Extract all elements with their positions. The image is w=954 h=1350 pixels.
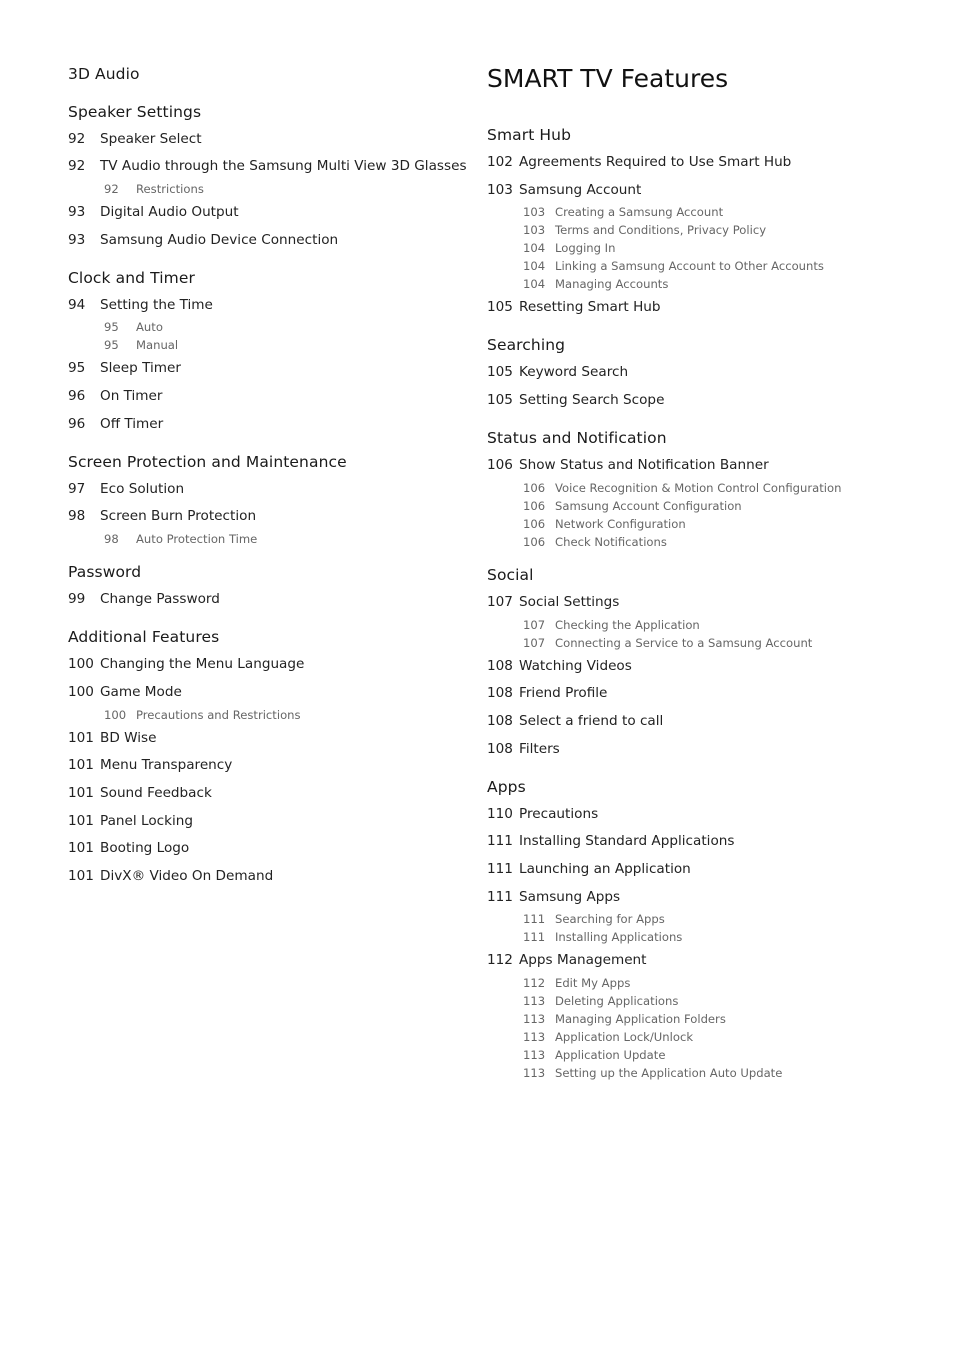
toc-entry[interactable] bbox=[68, 388, 163, 404]
toc-entry[interactable] bbox=[487, 685, 607, 701]
entry-label: Creating a Samsung Account bbox=[555, 205, 724, 219]
entry-label: Check Notifications bbox=[555, 535, 667, 549]
toc-subentry[interactable] bbox=[523, 535, 667, 549]
page-number: 94 bbox=[68, 297, 86, 313]
toc-entry[interactable] bbox=[487, 594, 619, 610]
page-number: 102 bbox=[487, 154, 513, 170]
entry-label: Launching an Application bbox=[519, 861, 691, 877]
entry-label: Change Password bbox=[100, 591, 220, 607]
entry-label: Keyword Search bbox=[519, 364, 629, 380]
toc-entry[interactable] bbox=[68, 360, 181, 376]
entry-label: Watching Videos bbox=[519, 658, 632, 674]
page-number: 106 bbox=[523, 481, 546, 495]
toc-subentry[interactable] bbox=[523, 636, 812, 650]
toc-subentry[interactable] bbox=[523, 1048, 665, 1062]
page-number: 95 bbox=[104, 338, 119, 352]
section-title: Screen Protection and Maintenance bbox=[68, 453, 347, 471]
page-number: 106 bbox=[523, 517, 546, 531]
toc-subentry[interactable] bbox=[523, 618, 700, 632]
page-number: 111 bbox=[487, 833, 513, 849]
entry-label: Panel Locking bbox=[100, 813, 194, 829]
entry-label: Setting Search Scope bbox=[519, 392, 665, 408]
section-title: Speaker Settings bbox=[68, 103, 202, 121]
page-number: 111 bbox=[487, 889, 513, 905]
entry-label: Manual bbox=[136, 338, 179, 352]
entry-label: Terms and Conditions, Privacy Policy bbox=[555, 223, 767, 237]
section-title: Password bbox=[68, 563, 142, 581]
entry-label: Connecting a Service to a Samsung Account bbox=[555, 636, 813, 650]
page-number: 100 bbox=[104, 708, 127, 722]
entry-label: BD Wise bbox=[100, 730, 157, 746]
page-number: 112 bbox=[523, 976, 546, 990]
toc-subentry[interactable] bbox=[523, 1012, 726, 1026]
page-number: 100 bbox=[68, 684, 94, 700]
page-number: 104 bbox=[523, 277, 546, 291]
page-number: 95 bbox=[104, 320, 119, 334]
page-number: 92 bbox=[68, 158, 86, 174]
page-number: 107 bbox=[523, 618, 546, 632]
toc-entry[interactable] bbox=[68, 840, 189, 856]
entry-label: Restrictions bbox=[136, 182, 204, 196]
toc-entry[interactable] bbox=[68, 232, 338, 248]
page-number: 107 bbox=[487, 594, 513, 610]
entry-label: Auto bbox=[136, 320, 163, 334]
page-number: 96 bbox=[68, 388, 86, 404]
page-number: 92 bbox=[68, 131, 86, 147]
section-title: Searching bbox=[487, 336, 566, 354]
entry-label: Show Status and Notification Banner bbox=[519, 457, 769, 473]
toc-entry[interactable] bbox=[68, 730, 156, 746]
page-number: 106 bbox=[523, 535, 546, 549]
toc-entry[interactable] bbox=[68, 481, 184, 497]
entry-label: Samsung Account Configuration bbox=[555, 499, 742, 513]
page-number: 101 bbox=[68, 730, 94, 746]
page-number: 103 bbox=[523, 223, 546, 237]
section-title: Smart Hub bbox=[487, 126, 572, 144]
section-title: Social bbox=[487, 566, 534, 584]
page-number: 106 bbox=[487, 457, 513, 473]
page-number: 108 bbox=[487, 658, 513, 674]
entry-label: Edit My Apps bbox=[555, 976, 631, 990]
page-number: 108 bbox=[487, 741, 513, 757]
entry-label: Voice Recognition & Motion Control Configuration bbox=[555, 481, 842, 495]
entry-label: Searching for Apps bbox=[555, 912, 665, 926]
toc-entry[interactable] bbox=[68, 416, 163, 432]
toc-entry[interactable] bbox=[487, 861, 691, 877]
page-number: 113 bbox=[523, 994, 546, 1008]
entry-label: Booting Logo bbox=[100, 840, 190, 856]
toc-subentry[interactable] bbox=[104, 532, 257, 546]
entry-label: TV Audio through the Samsung Multi View 3D Glasses bbox=[100, 158, 467, 174]
toc-entry[interactable] bbox=[487, 658, 632, 674]
page-number: 113 bbox=[523, 1030, 546, 1044]
toc-entry[interactable] bbox=[68, 508, 256, 524]
page-number: 108 bbox=[487, 685, 513, 701]
entry-label: Setting up the Application Auto Update bbox=[555, 1066, 783, 1080]
page-number: 100 bbox=[68, 656, 94, 672]
toc-subentry[interactable] bbox=[104, 708, 301, 722]
section-title: Status and Notification bbox=[487, 429, 667, 447]
page-number: 108 bbox=[487, 713, 513, 729]
toc-subentry[interactable] bbox=[523, 1030, 693, 1044]
entry-label: Logging In bbox=[555, 241, 616, 255]
entry-label: Screen Burn Protection bbox=[100, 508, 257, 524]
section-title: Additional Features bbox=[68, 628, 220, 646]
toc-entry[interactable] bbox=[487, 154, 791, 170]
entry-label: Samsung Account bbox=[519, 182, 642, 198]
page-number: 103 bbox=[523, 205, 546, 219]
entry-label: Precautions and Restrictions bbox=[136, 708, 301, 722]
page-number: 101 bbox=[68, 840, 94, 856]
page-number: 105 bbox=[487, 299, 513, 315]
entry-label: Installing Applications bbox=[555, 930, 683, 944]
page-number: 111 bbox=[523, 930, 546, 944]
page-number: 101 bbox=[68, 868, 94, 884]
toc-entry[interactable] bbox=[487, 182, 641, 198]
page-number: 101 bbox=[68, 757, 94, 773]
toc-subentry[interactable] bbox=[104, 320, 163, 334]
toc-entry[interactable] bbox=[68, 813, 193, 829]
page-number: 107 bbox=[523, 636, 546, 650]
toc-subentry[interactable] bbox=[523, 241, 615, 255]
entry-label: Friend Profile bbox=[519, 685, 608, 701]
entry-label: Samsung Audio Device Connection bbox=[100, 232, 339, 248]
page-number: 104 bbox=[523, 241, 546, 255]
toc-entry[interactable] bbox=[68, 158, 467, 174]
entry-label: Speaker Select bbox=[100, 131, 202, 147]
entry-label: Agreements Required to Use Smart Hub bbox=[519, 154, 792, 170]
entry-label: Managing Accounts bbox=[555, 277, 669, 291]
page-number: 110 bbox=[487, 806, 513, 822]
toc-entry[interactable] bbox=[487, 299, 661, 315]
toc-entry[interactable] bbox=[68, 785, 212, 801]
toc-entry[interactable] bbox=[68, 656, 304, 672]
page-number: 112 bbox=[487, 952, 513, 968]
page-number: 113 bbox=[523, 1012, 546, 1026]
toc-subentry[interactable] bbox=[523, 976, 630, 990]
page-number: 92 bbox=[104, 182, 119, 196]
entry-label: Select a friend to call bbox=[519, 713, 664, 729]
toc-subentry[interactable] bbox=[523, 517, 686, 531]
entry-label: Eco Solution bbox=[100, 481, 185, 497]
entry-label: Off Timer bbox=[100, 416, 164, 432]
toc-subentry[interactable] bbox=[523, 1066, 782, 1080]
page-number: 111 bbox=[523, 912, 546, 926]
page-number: 95 bbox=[68, 360, 86, 376]
page-number: 104 bbox=[523, 259, 546, 273]
toc-subentry[interactable] bbox=[523, 277, 668, 291]
toc-subentry[interactable] bbox=[523, 930, 682, 944]
toc-entry[interactable] bbox=[487, 889, 620, 905]
section-title: Clock and Timer bbox=[68, 269, 195, 287]
entry-label: DivX® Video On Demand bbox=[100, 868, 274, 884]
page-number: 97 bbox=[68, 481, 86, 497]
toc-entry[interactable] bbox=[487, 806, 598, 822]
page-number: 113 bbox=[523, 1066, 546, 1080]
entry-label: On Timer bbox=[100, 388, 163, 404]
entry-label: Linking a Samsung Account to Other Accounts bbox=[555, 259, 824, 273]
page-number: 93 bbox=[68, 232, 86, 248]
toc-subentry[interactable] bbox=[523, 481, 841, 495]
page-number: 93 bbox=[68, 204, 86, 220]
entry-label: Changing the Menu Language bbox=[100, 656, 305, 672]
toc-subentry[interactable] bbox=[104, 338, 178, 352]
toc-entry[interactable] bbox=[487, 457, 769, 473]
page-number: 99 bbox=[68, 591, 86, 607]
entry-label: Resetting Smart Hub bbox=[519, 299, 661, 315]
page-number: 96 bbox=[68, 416, 86, 432]
page-number: 98 bbox=[68, 508, 86, 524]
toc-subentry[interactable] bbox=[523, 205, 723, 219]
entry-label: Sound Feedback bbox=[100, 785, 212, 801]
entry-label: Application Lock/Unlock bbox=[555, 1030, 694, 1044]
entry-label: Setting the Time bbox=[100, 297, 213, 313]
page-number: 103 bbox=[487, 182, 513, 198]
toc-subentry[interactable] bbox=[523, 994, 678, 1008]
entry-label: Precautions bbox=[519, 806, 599, 822]
toc-entry[interactable] bbox=[487, 392, 664, 408]
toc-entry[interactable] bbox=[68, 204, 239, 220]
entry-label: Samsung Apps bbox=[519, 889, 621, 905]
page-number: 105 bbox=[487, 364, 513, 380]
entry-label: Menu Transparency bbox=[100, 757, 233, 773]
entry-label: Digital Audio Output bbox=[100, 204, 239, 220]
page-number: 105 bbox=[487, 392, 513, 408]
entry-label: Apps Management bbox=[519, 952, 647, 968]
entry-label: Application Update bbox=[555, 1048, 666, 1062]
toc-entry[interactable] bbox=[68, 131, 202, 147]
entry-label: Game Mode bbox=[100, 684, 182, 700]
toc-entry[interactable] bbox=[487, 713, 663, 729]
toc-entry[interactable] bbox=[68, 868, 273, 884]
toc-entry[interactable] bbox=[68, 684, 182, 700]
page-number: 113 bbox=[523, 1048, 546, 1062]
toc-subentry[interactable] bbox=[104, 182, 204, 196]
toc-subentry[interactable] bbox=[523, 259, 824, 273]
toc-entry[interactable] bbox=[68, 757, 232, 773]
entry-label: Auto Protection Time bbox=[136, 532, 258, 546]
toc-entry[interactable] bbox=[68, 297, 213, 313]
toc-subentry[interactable] bbox=[523, 499, 742, 513]
section-title: 3D Audio bbox=[68, 65, 140, 83]
entry-label: Checking the Application bbox=[555, 618, 700, 632]
entry-label: Sleep Timer bbox=[100, 360, 181, 376]
page-number: 98 bbox=[104, 532, 119, 546]
toc-entry[interactable] bbox=[487, 952, 647, 968]
entry-label: Social Settings bbox=[519, 594, 620, 610]
entry-label: Network Configuration bbox=[555, 517, 686, 531]
entry-label: Deleting Applications bbox=[555, 994, 679, 1008]
entry-label: Managing Application Folders bbox=[555, 1012, 726, 1026]
entry-label: Filters bbox=[519, 741, 560, 757]
toc-subentry[interactable] bbox=[523, 912, 665, 926]
page-number: 101 bbox=[68, 785, 94, 801]
toc-entry[interactable] bbox=[487, 741, 560, 757]
chapter-title: SMART TV Features bbox=[487, 64, 729, 93]
toc-entry[interactable] bbox=[68, 591, 220, 607]
entry-label: Installing Standard Applications bbox=[519, 833, 735, 849]
page-number: 111 bbox=[487, 861, 513, 877]
toc-entry[interactable] bbox=[487, 833, 734, 849]
toc-subentry[interactable] bbox=[523, 223, 766, 237]
page-number: 101 bbox=[68, 813, 94, 829]
page-number: 106 bbox=[523, 499, 546, 513]
section-title: Apps bbox=[487, 778, 526, 796]
toc-entry[interactable] bbox=[487, 364, 628, 380]
